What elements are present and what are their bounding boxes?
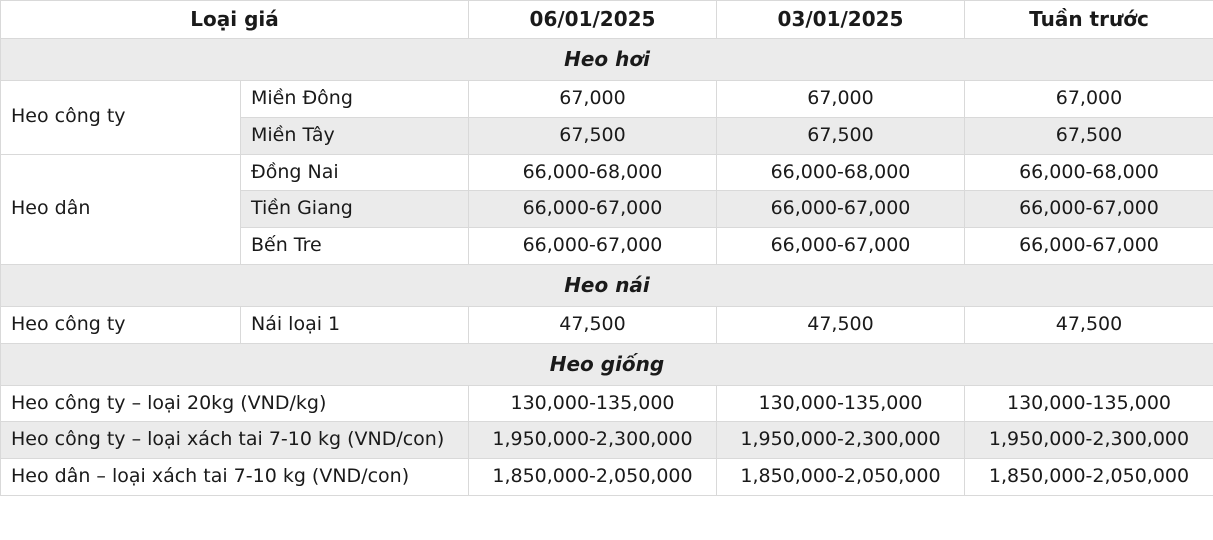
section-header-row bbox=[1, 343, 1213, 385]
table-row bbox=[1, 81, 1213, 118]
sub-label-ben-tre: Bến Tre bbox=[241, 228, 469, 265]
header-date-1: 06/01/2025 bbox=[469, 1, 717, 39]
value-cell: 66,000-68,000 bbox=[469, 154, 717, 191]
section-header-row bbox=[1, 264, 1213, 306]
section-title-heo-giong: Heo giống bbox=[1, 343, 1213, 385]
row-label-heo-dan-xach-tai: Heo dân – loại xách tai 7-10 kg (VND/con) bbox=[1, 459, 469, 496]
value-cell: 1,850,000-2,050,000 bbox=[469, 459, 717, 496]
value-cell: 47,500 bbox=[469, 306, 717, 343]
table-body bbox=[1, 39, 1213, 496]
header-date-2: 03/01/2025 bbox=[717, 1, 965, 39]
value-cell: 66,000-67,000 bbox=[965, 228, 1213, 265]
value-cell: 130,000-135,000 bbox=[469, 385, 717, 422]
value-cell: 1,850,000-2,050,000 bbox=[717, 459, 965, 496]
value-cell: 1,950,000-2,300,000 bbox=[469, 422, 717, 459]
value-cell: 67,000 bbox=[965, 81, 1213, 118]
value-cell: 66,000-67,000 bbox=[717, 191, 965, 228]
value-cell: 1,850,000-2,050,000 bbox=[965, 459, 1213, 496]
value-cell: 66,000-67,000 bbox=[717, 228, 965, 265]
header-previous-week: Tuần trước bbox=[965, 1, 1213, 39]
sub-label-nai-loai-1: Nái loại 1 bbox=[241, 306, 469, 343]
value-cell: 67,500 bbox=[717, 117, 965, 154]
sub-label-mien-tay: Miền Tây bbox=[241, 117, 469, 154]
sub-label-dong-nai: Đồng Nai bbox=[241, 154, 469, 191]
value-cell: 67,000 bbox=[469, 81, 717, 118]
sub-label-tien-giang: Tiền Giang bbox=[241, 191, 469, 228]
value-cell: 67,500 bbox=[965, 117, 1213, 154]
value-cell: 1,950,000-2,300,000 bbox=[965, 422, 1213, 459]
group-label-heo-cong-ty-nai: Heo công ty bbox=[1, 306, 241, 343]
table-row bbox=[1, 459, 1213, 496]
table-row bbox=[1, 154, 1213, 191]
table-row bbox=[1, 422, 1213, 459]
section-title-heo-nai: Heo nái bbox=[1, 264, 1213, 306]
header-category: Loại giá bbox=[1, 1, 469, 39]
table-row bbox=[1, 306, 1213, 343]
value-cell: 130,000-135,000 bbox=[717, 385, 965, 422]
table-header bbox=[1, 1, 1213, 39]
row-label-heo-cong-ty-xach-tai: Heo công ty – loại xách tai 7-10 kg (VND/con) bbox=[1, 422, 469, 459]
value-cell: 47,500 bbox=[965, 306, 1213, 343]
section-title-heo-hoi: Heo hơi bbox=[1, 39, 1213, 81]
sub-label-mien-dong: Miền Đông bbox=[241, 81, 469, 118]
group-label-heo-cong-ty: Heo công ty bbox=[1, 81, 241, 155]
value-cell: 66,000-67,000 bbox=[965, 191, 1213, 228]
value-cell: 66,000-68,000 bbox=[965, 154, 1213, 191]
value-cell: 67,500 bbox=[469, 117, 717, 154]
row-label-heo-cong-ty-20kg: Heo công ty – loại 20kg (VND/kg) bbox=[1, 385, 469, 422]
value-cell: 67,000 bbox=[717, 81, 965, 118]
header-row bbox=[1, 1, 1213, 39]
value-cell: 66,000-67,000 bbox=[469, 228, 717, 265]
value-cell: 66,000-68,000 bbox=[717, 154, 965, 191]
group-label-heo-dan: Heo dân bbox=[1, 154, 241, 264]
value-cell: 47,500 bbox=[717, 306, 965, 343]
table-row bbox=[1, 385, 1213, 422]
section-header-row bbox=[1, 39, 1213, 81]
value-cell: 1,950,000-2,300,000 bbox=[717, 422, 965, 459]
value-cell: 66,000-67,000 bbox=[469, 191, 717, 228]
value-cell: 130,000-135,000 bbox=[965, 385, 1213, 422]
